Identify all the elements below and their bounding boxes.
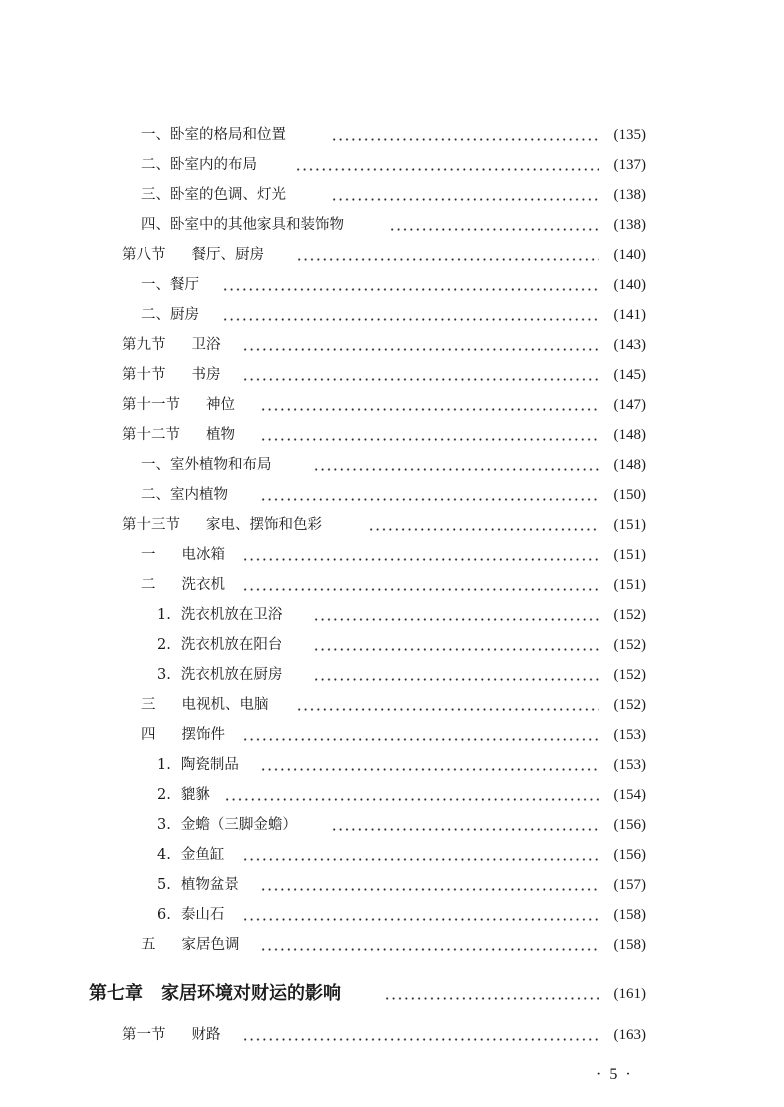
entry-page: (140) <box>613 277 646 293</box>
chapter-number: 第七章 <box>89 983 143 1004</box>
item-number: 1. <box>157 757 171 773</box>
section-number: 第九节 <box>122 337 166 353</box>
entry-page: (141) <box>613 307 646 323</box>
dot-leader <box>242 738 599 741</box>
section-title: 餐厅、厨房 <box>191 247 264 263</box>
toc-entry <box>0 453 784 477</box>
entry-page: (138) <box>613 217 646 233</box>
item-title: 电冰箱 <box>181 547 225 563</box>
entry-page: (137) <box>613 157 646 173</box>
section-number: 第一节 <box>122 1027 166 1043</box>
toc-entry <box>0 303 784 327</box>
item-number: 二 <box>141 577 156 593</box>
entry-page: (140) <box>613 247 646 263</box>
entry-title <box>157 903 224 927</box>
chapter-label: 家居环境对财运的影响 <box>161 983 341 1004</box>
entry-title: 三、卧室的色调、灯光 <box>141 187 286 203</box>
item-number: 5. <box>157 877 171 893</box>
dot-leader <box>224 798 599 801</box>
entry-page: (152) <box>613 697 646 713</box>
item-number: 五 <box>141 937 156 953</box>
entry-title <box>122 363 221 387</box>
entry-title <box>141 573 225 597</box>
entry-title <box>122 1023 221 1047</box>
item-title: 貔貅 <box>180 787 210 803</box>
item-title: 金蟾（三脚金蟾） <box>180 817 297 833</box>
item-number: 2. <box>157 787 171 803</box>
toc-entry <box>0 513 784 537</box>
section-number: 第十二节 <box>122 427 180 443</box>
entry-title <box>157 843 224 867</box>
entry-title <box>122 333 221 357</box>
dot-leader <box>242 858 599 861</box>
entry-title <box>122 243 264 267</box>
entry-title <box>157 783 210 807</box>
dot-leader <box>242 918 599 921</box>
dot-leader <box>389 228 599 231</box>
toc-entry <box>0 363 784 387</box>
toc-entry <box>0 213 784 237</box>
dot-leader <box>295 168 599 171</box>
toc-entry <box>0 753 784 777</box>
entry-title <box>122 393 235 417</box>
entry-page: (151) <box>613 577 646 593</box>
item-title: 洗衣机放在阳台 <box>180 637 283 653</box>
dot-leader <box>313 618 599 621</box>
entry-page: (151) <box>613 517 646 533</box>
entry-page: (135) <box>613 127 646 143</box>
entry-page: (161) <box>613 986 646 1002</box>
entry-page: (158) <box>613 907 646 923</box>
entry-title <box>157 603 282 627</box>
item-number: 一 <box>141 547 156 563</box>
entry-page: (152) <box>613 637 646 653</box>
dot-leader <box>260 948 599 951</box>
dot-leader <box>331 198 599 201</box>
item-number: 3. <box>157 667 171 683</box>
entry-page: (163) <box>613 1027 646 1043</box>
dot-leader <box>242 1038 599 1041</box>
dot-leader <box>331 828 599 831</box>
entry-title: 一、卧室的格局和位置 <box>141 127 286 143</box>
toc-entry <box>0 183 784 207</box>
toc-entry <box>0 873 784 897</box>
entry-page: (145) <box>613 367 646 383</box>
entry-title <box>141 723 225 747</box>
dot-leader <box>242 348 599 351</box>
page-number: · 5 · <box>596 1066 633 1083</box>
dot-leader <box>242 588 599 591</box>
entry-page: (143) <box>613 337 646 353</box>
toc-entry <box>0 783 784 807</box>
entry-title <box>122 423 235 447</box>
entry-title <box>157 873 239 897</box>
entry-title <box>157 633 282 657</box>
dot-leader <box>260 888 599 891</box>
toc-entry <box>0 393 784 417</box>
toc-entry <box>0 573 784 597</box>
section-title: 书房 <box>191 367 221 383</box>
entry-page: (158) <box>613 937 646 953</box>
entry-page: (152) <box>613 667 646 683</box>
section-number: 第八节 <box>122 247 166 263</box>
item-number: 三 <box>141 697 156 713</box>
toc-entry <box>0 243 784 267</box>
dot-leader <box>260 438 599 441</box>
entry-title: 四、卧室中的其他家具和装饰物 <box>141 217 344 233</box>
item-title: 摆饰件 <box>181 727 225 743</box>
dot-leader <box>296 258 599 261</box>
section-title: 神位 <box>206 397 235 413</box>
dot-leader <box>242 378 599 381</box>
entry-title: 二、卧室内的布局 <box>141 157 257 173</box>
entry-page: (148) <box>613 427 646 443</box>
item-title: 金鱼缸 <box>180 847 225 863</box>
entry-title: 二、室内植物 <box>141 487 228 503</box>
toc-entry <box>0 843 784 867</box>
toc-entry <box>0 603 784 627</box>
section-number: 第十一节 <box>122 397 180 413</box>
dot-leader <box>313 468 599 471</box>
toc-entry <box>0 1023 784 1047</box>
entry-page: (150) <box>613 487 646 503</box>
item-title: 家居色调 <box>181 937 240 953</box>
entry-page: (148) <box>613 457 646 473</box>
item-number: 1. <box>157 607 171 623</box>
entry-page: (138) <box>613 187 646 203</box>
entry-title <box>141 543 225 567</box>
entry-title: 二、厨房 <box>141 307 199 323</box>
section-title: 财路 <box>191 1027 221 1043</box>
entry-page: (156) <box>613 847 646 863</box>
item-title: 洗衣机放在卫浴 <box>180 607 283 623</box>
toc-entry <box>0 423 784 447</box>
dot-leader <box>368 528 599 531</box>
entry-page: (156) <box>613 817 646 833</box>
section-title: 家电、摆饰和色彩 <box>206 517 322 533</box>
entry-page: (147) <box>613 397 646 413</box>
toc-entry <box>0 663 784 687</box>
entry-title <box>141 933 240 957</box>
entry-page: (153) <box>613 757 646 773</box>
section-title: 卫浴 <box>191 337 221 353</box>
item-title: 洗衣机 <box>181 577 225 593</box>
toc-entry <box>0 903 784 927</box>
toc-entry <box>0 483 784 507</box>
chapter-title <box>89 979 341 1009</box>
toc-entry <box>0 333 784 357</box>
toc-entry <box>0 723 784 747</box>
section-title: 植物 <box>206 427 235 443</box>
item-title: 陶瓷制品 <box>180 757 239 773</box>
chapter-entry <box>0 979 784 1009</box>
item-number: 6. <box>157 907 171 923</box>
toc-entry <box>0 813 784 837</box>
dot-leader <box>260 498 599 501</box>
entry-page: (152) <box>613 607 646 623</box>
dot-leader <box>296 708 599 711</box>
item-title: 电视机、电脑 <box>181 697 269 713</box>
section-number: 第十节 <box>122 367 166 383</box>
entry-title <box>122 513 322 537</box>
dot-leader <box>313 678 599 681</box>
dot-leader <box>384 997 599 1000</box>
entry-title <box>157 813 297 837</box>
entry-page: (157) <box>613 877 646 893</box>
item-number: 4. <box>157 847 171 863</box>
toc-entry <box>0 123 784 147</box>
toc-entry <box>0 543 784 567</box>
dot-leader <box>242 558 599 561</box>
toc-entry <box>0 933 784 957</box>
entry-page: (151) <box>613 547 646 563</box>
entry-page: (154) <box>613 787 646 803</box>
dot-leader <box>222 288 599 291</box>
item-title: 洗衣机放在厨房 <box>180 667 283 683</box>
entry-title: 一、室外植物和布局 <box>141 457 272 473</box>
item-number: 2. <box>157 637 171 653</box>
toc-entry <box>0 153 784 177</box>
toc-entry <box>0 693 784 717</box>
dot-leader <box>260 408 599 411</box>
entry-title <box>157 753 239 777</box>
item-title: 泰山石 <box>180 907 225 923</box>
dot-leader <box>260 768 599 771</box>
entry-title <box>141 693 269 717</box>
entry-title: 一、餐厅 <box>141 277 199 293</box>
item-number: 3. <box>157 817 171 833</box>
entry-page: (153) <box>613 727 646 743</box>
dot-leader <box>222 318 599 321</box>
item-title: 植物盆景 <box>180 877 239 893</box>
dot-leader <box>331 138 599 141</box>
toc-entry <box>0 633 784 657</box>
toc-entry <box>0 273 784 297</box>
item-number: 四 <box>141 727 156 743</box>
entry-title <box>157 663 282 687</box>
dot-leader <box>313 648 599 651</box>
section-number: 第十三节 <box>122 517 180 533</box>
